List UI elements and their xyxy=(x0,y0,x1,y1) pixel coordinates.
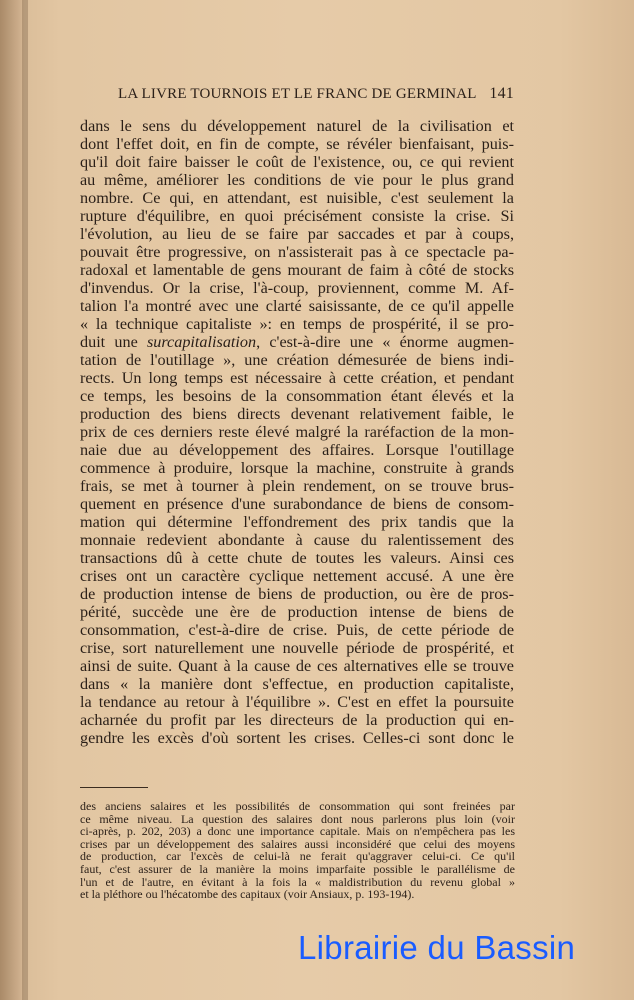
text-line: commence à produire, lorsque la machine, construite à grands xyxy=(80,459,514,477)
watermark: Librairie du Bassin xyxy=(298,929,576,966)
footnote-line: des anciens salaires et les possibilités de consommation qui sont freinées par xyxy=(80,799,515,813)
text-line: crise, sort naturellement une nouvelle période de prospérité, et xyxy=(80,639,514,657)
footnote-line: l'un et de l'autre, en évitant à la fois la « maldistribution du revenu global » xyxy=(80,874,515,889)
text-line: radoxal et lamentable de gens mourant de faim à côté de stocks xyxy=(80,261,514,279)
text-line: « la technique capitaliste »: en temps de prospérité, il se pro- xyxy=(80,315,514,333)
footnote-line: ci-après, p. 202, 203) a donc une importance capitale. Mais on n'empêchera pas les xyxy=(80,824,515,839)
page-number: 141 xyxy=(489,85,514,102)
text-line: au même, améliorer les conditions de vie pour le plus grand xyxy=(80,171,514,189)
book-gutter xyxy=(22,0,28,1000)
footnote-line: de production, car l'excès de celui-là ne ferait qu'aggraver celui-ci. Ce qu'il xyxy=(80,849,515,864)
text-line: mation qui détermine l'effondrement des prix tandis que la xyxy=(80,513,514,531)
footnote-line: ce même niveau. La question des salaires dont nous parlerons plus loin (voir xyxy=(80,811,515,826)
text-line: duit une surcapitalisation, c'est-à-dire une « énorme augmen- xyxy=(80,333,514,351)
text-line: frais, se met à tourner à plein rendement, on se trouve brus- xyxy=(80,477,514,495)
previous-page-edge xyxy=(0,0,24,1000)
text-line: périté, succède une ère de production intense de biens de xyxy=(80,603,514,621)
running-title: LA LIVRE TOURNOIS ET LE FRANC DE GERMINAL xyxy=(118,86,477,102)
text-line: prix de ces derniers reste élevé malgré la raréfaction de la mon- xyxy=(80,423,514,441)
text-line: nombre. Ce qui, en attendant, est nuisible, c'est seulement la xyxy=(80,189,514,207)
text-line: consommation, c'est-à-dire de crise. Puis, de cette période de xyxy=(80,621,514,639)
text-line: d'invendus. Or la crise, l'à-coup, proviennent, comme M. Af- xyxy=(80,279,514,297)
text-line: tation de l'outillage », une création démesurée de biens indi- xyxy=(80,351,514,369)
footnote-rule xyxy=(80,787,148,788)
text-line: de production intense de biens de production, ou ère de pros- xyxy=(80,585,514,603)
running-header xyxy=(118,86,514,106)
text-line: rects. Un long temps est nécessaire à cette création, et pendant xyxy=(80,369,514,387)
text-line: dont l'effet doit, en fin de compte, se révéler bienfaisant, puis- xyxy=(80,135,514,153)
text-line: ce temps, les besoins de la consommation étant élevés et la xyxy=(80,387,514,405)
footnote-line: faut, c'est assurer de la manière la moins imparfaite possible le parallélisme de xyxy=(80,861,515,876)
text-line: rupture d'équilibre, en quoi précisément consiste la crise. Si xyxy=(80,207,514,225)
text-line: dans le sens du développement naturel de la civilisation et xyxy=(80,117,514,135)
text-line: talion l'a montré avec une clarté saisissante, de ce qu'il appelle xyxy=(80,297,514,315)
text-line: acharnée du profit par les directeurs de la production qui en- xyxy=(80,711,514,729)
text-line: transactions dû à cette chute de toutes les valeurs. Ainsi ces xyxy=(80,549,514,567)
text-line: crises ont un caractère cyclique nettement accusé. A une ère xyxy=(80,567,514,585)
body-text xyxy=(80,117,514,747)
text-line: gendre les excès d'où sortent les crises. Celles-ci sont donc le xyxy=(80,729,514,747)
footnote-line: crises par un développement des salaires aussi inconsidéré que celui des moyens xyxy=(80,836,515,851)
text-line: qu'il doit faire baisser le coût de l'existence, ou, ce qui revient xyxy=(80,153,514,171)
text-line: naie due au développement des affaires. Lorsque l'outillage xyxy=(80,441,514,459)
text-line: quement en présence d'une surabondance de biens de consom- xyxy=(80,495,514,513)
text-line: monnaie redevient abondante à cause du ralentissement des xyxy=(80,531,514,549)
text-line: production des biens directs devenant relativement faible, le xyxy=(80,405,514,423)
text-line: la tendance au retour à l'équilibre ». C'est en effet la poursuite xyxy=(80,693,514,711)
text-line: ainsi de suite. Quant à la cause de ces alternatives elle se trouve xyxy=(80,657,514,675)
italic-term: surcapitalisation xyxy=(146,333,257,351)
text-line: pouvait être progressive, on n'assisterait pas à ce spectacle pa- xyxy=(80,243,514,261)
footnote xyxy=(80,800,515,901)
text-line: l'évolution, au lieu de se faire par saccades et par à coups, xyxy=(80,225,514,243)
footnote-line: et la pléthore ou l'hécatombe des capitaux (voir Ansiaux, p. 193-194). xyxy=(80,887,415,902)
text-line: dans « la manière dont s'effectue, en production capitaliste, xyxy=(80,675,514,693)
